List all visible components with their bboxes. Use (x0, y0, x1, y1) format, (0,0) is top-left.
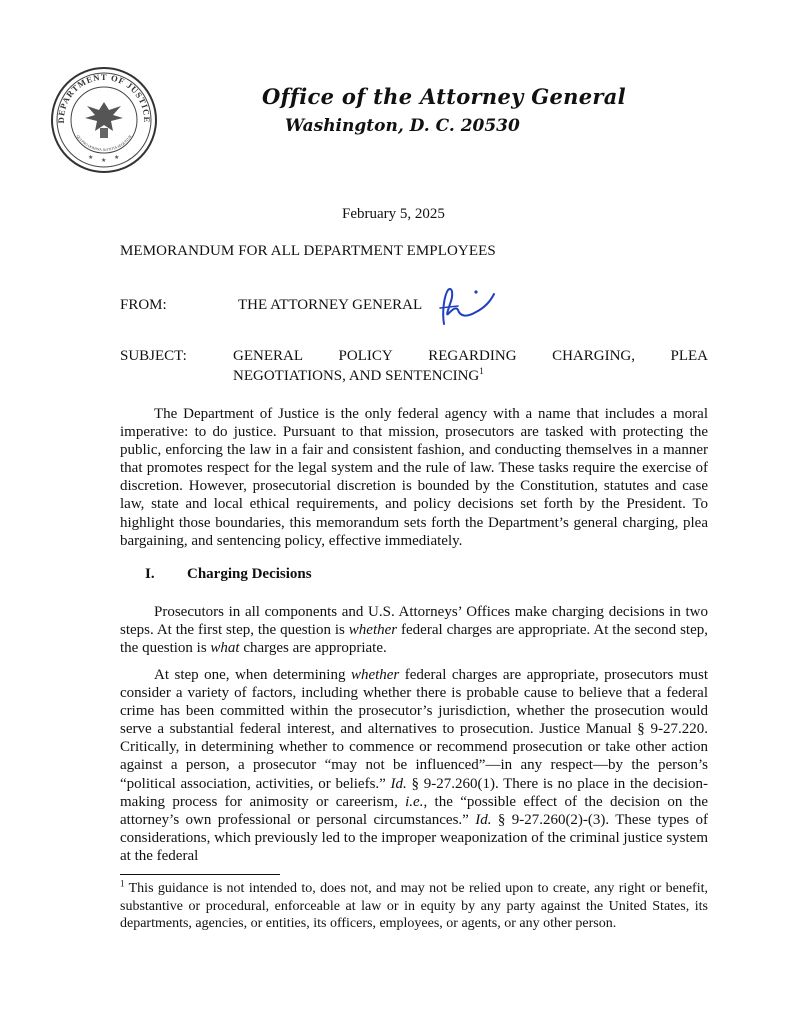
text-run: Prosecutors in all components and U.S. Attorneys’ Offices make charging decisions in two steps. At the first step, the question is (120, 604, 708, 639)
footnote-text: This guidance is not intended to, does not, and may not be relied upon to create, any right or benefit, substantive or procedural, enforceable at law or in equity by any party against the United States, its departments, agencies, or entities, its officers, employees, or agents, or any other person. (120, 881, 708, 931)
emphasis: Id. (475, 811, 492, 828)
footnote-marker: 1 (120, 878, 125, 889)
intro-paragraph (120, 405, 708, 550)
section-title: Charging Decisions (187, 566, 312, 582)
office-title: Office of the Attorney General (262, 84, 626, 109)
footnote-reference: 1 (479, 366, 484, 376)
svg-text:★: ★ (88, 154, 94, 161)
subject-line-2-text: NEGOTIATIONS, AND SENTENCING (233, 368, 480, 384)
office-address: Washington, D. C. 20530 (285, 116, 520, 136)
charging-steps-paragraph (120, 603, 708, 657)
subject-word: REGARDING (428, 348, 517, 364)
subject-word: POLICY (338, 348, 393, 364)
subject-word: GENERAL (233, 348, 303, 364)
emphasis: what (210, 640, 240, 657)
subject-line-1 (233, 348, 708, 365)
text-run: § 9-27.260(2)-(3). These types of considerations, which previously led to the improper weaponization of the criminal justice system at the federal (120, 811, 708, 864)
seal-ring-text: DEPARTMENT OF JUSTICE (55, 71, 153, 124)
emphasis: i.e. (405, 793, 424, 810)
subject-label: SUBJECT: (120, 348, 187, 364)
emphasis: whether (348, 622, 398, 639)
memo-date: February 5, 2025 (342, 206, 445, 222)
subject-line-2 (233, 368, 484, 385)
svg-text:★: ★ (114, 154, 120, 161)
seal-motto: QUI PRO DOMINA JUSTITIA SEQUITUR (75, 134, 133, 152)
text-run: federal charges are appropriate, prosecutors must consider a variety of factors, including whether there is probable cause to believe that a federal crime has been committed within the prosecutor’s jurisdiction, whether the prosecution would serve a substantial federal interest, and alternatives to prosecution. Justice Manual § 9-27.220. Critically, in determining whether to commence or recommend prosecution or take other action against a person, a prosecutor “may not be influenced”—in any respect—by the person’s “political association, activities, or beliefs.” (120, 667, 708, 792)
text-run: § 9-27.260(1). There is no place in the decision-making process for animosity or careerism, (120, 775, 708, 810)
subject-word: PLEA (670, 348, 708, 364)
emphasis: Id. (390, 775, 407, 792)
department-of-justice-seal-icon (50, 66, 158, 174)
subject-word: CHARGING, (552, 348, 635, 364)
from-value: THE ATTORNEY GENERAL (238, 297, 423, 313)
memo-recipient: MEMORANDUM FOR ALL DEPARTMENT EMPLOYEES (120, 243, 496, 259)
handwritten-signature (436, 284, 498, 328)
text-run: , the “possible effect of the decision on the attorney’s own professional or personal circumstances.” (120, 793, 708, 828)
intro-text: The Department of Justice is the only federal agency with a name that includes a moral imperative: to do justice. Pursuant to that mission, prosecutors are tasked with protecting the public, enforcing the law in a fair and consistent fashion, and conducting themselves in a manner that promotes respect for the legal system and the rule of law. These tasks require the exercise of discretion. However, prosecutorial discretion is bounded by the Constitution, statutes and case law, state and local ethical requirements, and policy decisions set forth by the President. To highlight those boundaries, this memorandum sets forth the Department’s general charging, plea bargaining, and sentencing policy, effective immediately. (120, 406, 708, 549)
footnote (120, 880, 708, 933)
text-run: At step one, when determining (154, 667, 351, 683)
emphasis: whether (350, 667, 400, 683)
footnote-divider (120, 874, 280, 875)
section-heading (145, 566, 312, 583)
step-one-paragraph (120, 666, 708, 865)
from-label: FROM: (120, 297, 167, 313)
text-run: charges are appropriate. (239, 640, 387, 657)
svg-text:★: ★ (101, 157, 107, 164)
text-run: federal charges are appropriate. At the second step, the question is (120, 622, 708, 657)
section-number: I. (145, 566, 155, 582)
